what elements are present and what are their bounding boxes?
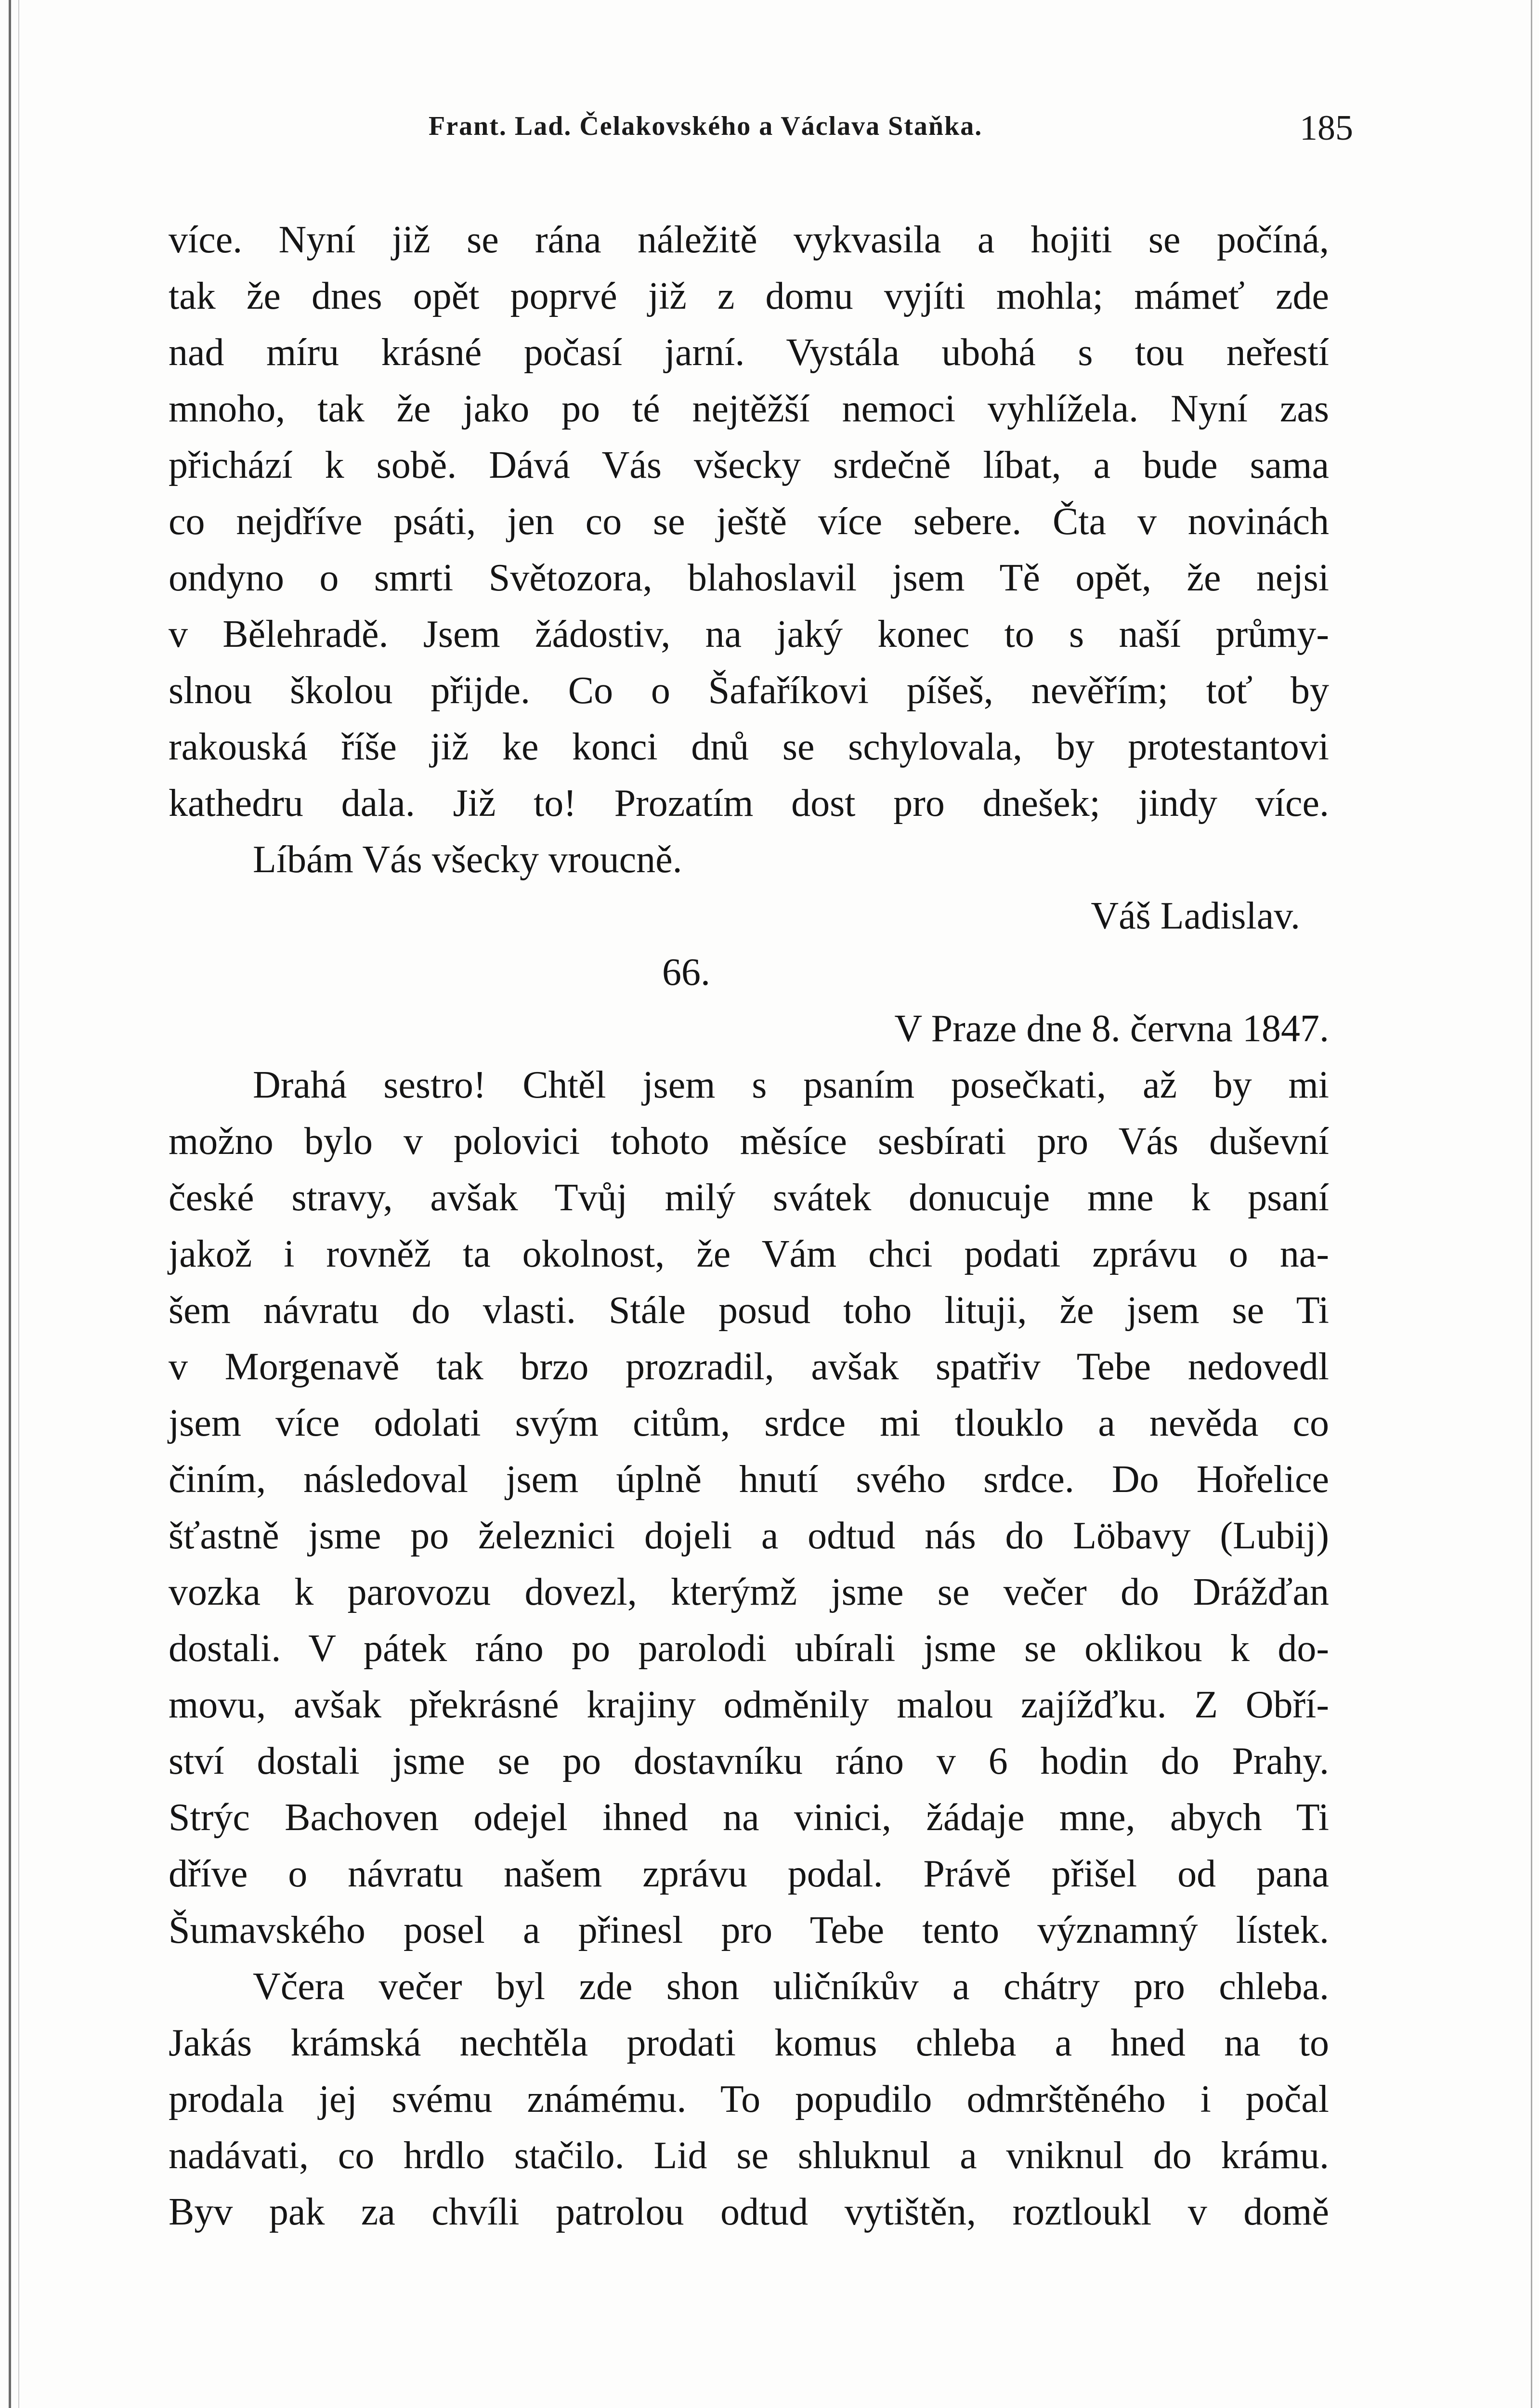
text-line: možno bylo v polovici tohoto měsíce sesbírati pro Vás duševní bbox=[169, 1120, 1329, 1163]
text-line: tak že dnes opět poprvé již z domu vyjíti mohla; mámeť zde bbox=[169, 275, 1329, 317]
text-line: ství dostali jsme se po dostavníku ráno v 6 hodin do Prahy. bbox=[169, 1740, 1329, 1782]
text-line: činím, následoval jsem úplně hnutí svého srdce. Do Hořelice bbox=[169, 1458, 1329, 1501]
text-line: šťastně jsme po železnici dojeli a odtud nás do Löbavy (Lubij) bbox=[169, 1515, 1329, 1557]
running-title: Frant. Lad. Čelakovského a Václava Staňka. bbox=[429, 111, 983, 141]
text-line: v Morgenavě tak brzo prozradil, avšak spatřiv Tebe nedovedl bbox=[169, 1346, 1329, 1388]
letter-number: 66. bbox=[662, 951, 710, 994]
running-header bbox=[169, 101, 1353, 154]
text-line: slnou školou přijde. Co o Šafaříkovi píšeš, nevěřím; toť by bbox=[169, 669, 1329, 712]
text-line: prodala jej svému známému. To popudilo odmrštěného i počal bbox=[169, 2078, 1329, 2120]
text-line: movu, avšak překrásné krajiny odměnily malou zajížďku. Z Obří- bbox=[169, 1684, 1329, 1726]
text-line: dostali. V pátek ráno po parolodi ubírali jsme se oklikou k do- bbox=[169, 1627, 1329, 1670]
signature-line: Váš Ladislav. bbox=[1091, 895, 1300, 937]
text-line: nadávati, co hrdlo stačilo. Lid se shluknul a vniknul do krámu. bbox=[169, 2134, 1329, 2177]
text-line: Jakás krámská nechtěla prodati komus chleba a hned na to bbox=[169, 2022, 1329, 2064]
text-line: nad míru krásné počasí jarní. Vystála ubohá s tou neřestí bbox=[169, 331, 1329, 374]
text-line: přichází k sobě. Dává Vás všecky srdečně líbat, a bude sama bbox=[169, 444, 1329, 486]
text-line: Včera večer byl zde shon uličníkův a chátry pro chleba. bbox=[253, 1965, 1329, 2008]
text-line: jsem více odolati svým citům, srdce mi tlouklo a nevěda co bbox=[169, 1402, 1329, 1444]
text-line: Strýc Bachoven odejel ihned na vinici, žádaje mne, abych Ti bbox=[169, 1796, 1329, 1839]
text-line: Líbám Vás všecky vroucně. bbox=[253, 838, 682, 881]
page-number: 185 bbox=[1300, 108, 1353, 148]
page-edge-left-inner bbox=[18, 0, 19, 2408]
text-line: co nejdříve psáti, jen co se ještě více sebere. Čta v novinách bbox=[169, 500, 1329, 543]
body-text bbox=[169, 212, 1329, 2240]
letter-dateline: V Praze dne 8. června 1847. bbox=[894, 1008, 1329, 1050]
text-line: mnoho, tak že jako po té nejtěžší nemoci vyhlížela. Nyní zas bbox=[169, 388, 1329, 430]
text-line: více. Nyní již se rána náležitě vykvasila a hojiti se počíná, bbox=[169, 219, 1329, 261]
text-line: jakož i rovněž ta okolnost, že Vám chci podati zprávu o na- bbox=[169, 1233, 1329, 1275]
text-line: ondyno o smrti Světozora, blahoslavil jsem Tě opět, že nejsi bbox=[169, 557, 1329, 599]
text-line: kathedru dala. Již to! Prozatím dost pro dnešek; jindy více. bbox=[169, 782, 1329, 824]
text-line: dříve o návratu našem zprávu podal. Právě přišel od pana bbox=[169, 1853, 1329, 1895]
text-line: šem návratu do vlasti. Stále posud toho lituji, že jsem se Ti bbox=[169, 1289, 1329, 1332]
text-line: Šumavského posel a přinesl pro Tebe tento významný lístek. bbox=[169, 1909, 1329, 1951]
text-line: Drahá sestro! Chtěl jsem s psaním posečkati, až by mi bbox=[253, 1064, 1329, 1106]
page-edge-right bbox=[1531, 0, 1532, 2408]
text-line: rakouská říše již ke konci dnů se schylovala, by protestantovi bbox=[169, 726, 1329, 768]
text-line: české stravy, avšak Tvůj milý svátek donucuje mne k psaní bbox=[169, 1177, 1329, 1219]
text-line: Byv pak za chvíli patrolou odtud vytištěn, roztloukl v domě bbox=[169, 2191, 1329, 2233]
text-line: vozka k parovozu dovezl, kterýmž jsme se večer do Drážďan bbox=[169, 1571, 1329, 1613]
page-edge-left bbox=[9, 0, 11, 2408]
text-line: v Bělehradě. Jsem žádostiv, na jaký konec to s naší průmy- bbox=[169, 613, 1329, 655]
